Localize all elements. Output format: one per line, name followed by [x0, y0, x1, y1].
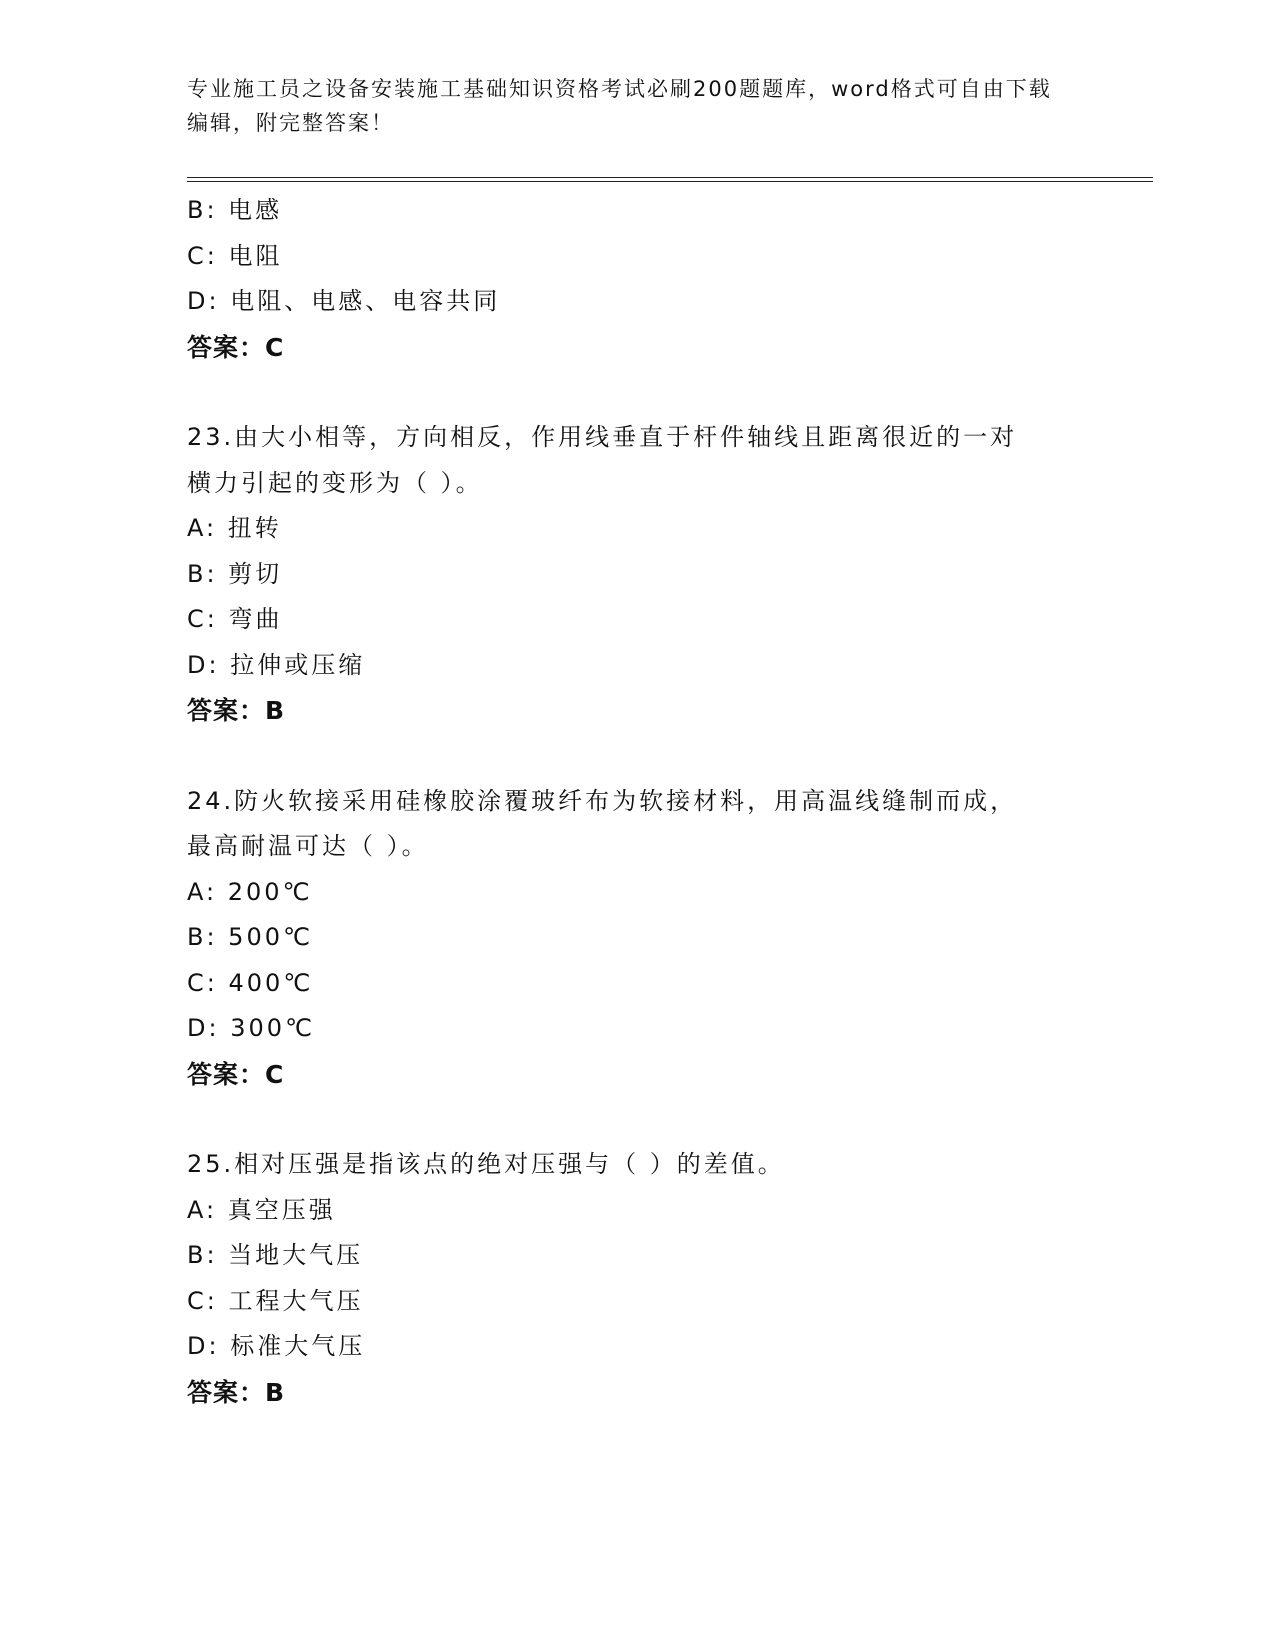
- option-d: D: 电阻、电感、电容共同: [187, 287, 501, 315]
- option-a: A: 200℃: [187, 877, 313, 906]
- question-25: [187, 1142, 1087, 1415]
- question-gap: [187, 1097, 1087, 1142]
- option-d: D: 拉伸或压缩: [187, 650, 366, 679]
- answer-line: 答案：C: [187, 1059, 285, 1089]
- option-d: D: 标准大气压: [187, 1332, 366, 1360]
- option-a: A: 扭转: [187, 514, 282, 542]
- option-c: C: 工程大气压: [187, 1286, 364, 1315]
- question-stem-line: 25.相对压强是指该点的绝对压强与（ ）的差值。: [187, 1150, 785, 1178]
- option-b: B: 500℃: [187, 923, 313, 951]
- option-c: C: 弯曲: [187, 605, 283, 633]
- question-stem-line: 23.由大小相等，方向相反，作用线垂直于杆件轴线且距离很近的一对: [187, 423, 1018, 451]
- option-d: D: 300℃: [187, 1014, 315, 1042]
- answer-line: 答案：B: [187, 1377, 286, 1407]
- question-partial: [187, 188, 1087, 370]
- question-stem-line: 24.防火软接采用硅橡胶涂覆玻纤布为软接材料，用高温线缝制而成，: [187, 786, 1018, 815]
- question-24: [187, 779, 1087, 1098]
- option-c: C: 电阻: [187, 241, 283, 270]
- question-list: [187, 188, 1087, 1415]
- document-header: 专业施工员之设备安装施工基础知识资格考试必刷200题题库，word格式可自由下载编辑，附完整答案！: [187, 77, 1052, 135]
- answer-line: 答案：B: [187, 696, 286, 725]
- header-divider: [187, 177, 1153, 182]
- question-gap: [187, 370, 1087, 415]
- question-gap: [187, 734, 1087, 779]
- option-b: B: 当地大气压: [187, 1241, 364, 1269]
- question-stem-line: 横力引起的变形为（ ）。: [187, 468, 483, 497]
- option-b: B: 剪切: [187, 559, 283, 588]
- question-stem-line: 最高耐温可达（ ）。: [187, 832, 429, 860]
- answer-line: 答案：C: [187, 332, 285, 362]
- option-c: C: 400℃: [187, 968, 314, 997]
- question-23: [187, 415, 1087, 734]
- option-b: B: 电感: [187, 196, 283, 224]
- option-a: A: 真空压强: [187, 1195, 336, 1224]
